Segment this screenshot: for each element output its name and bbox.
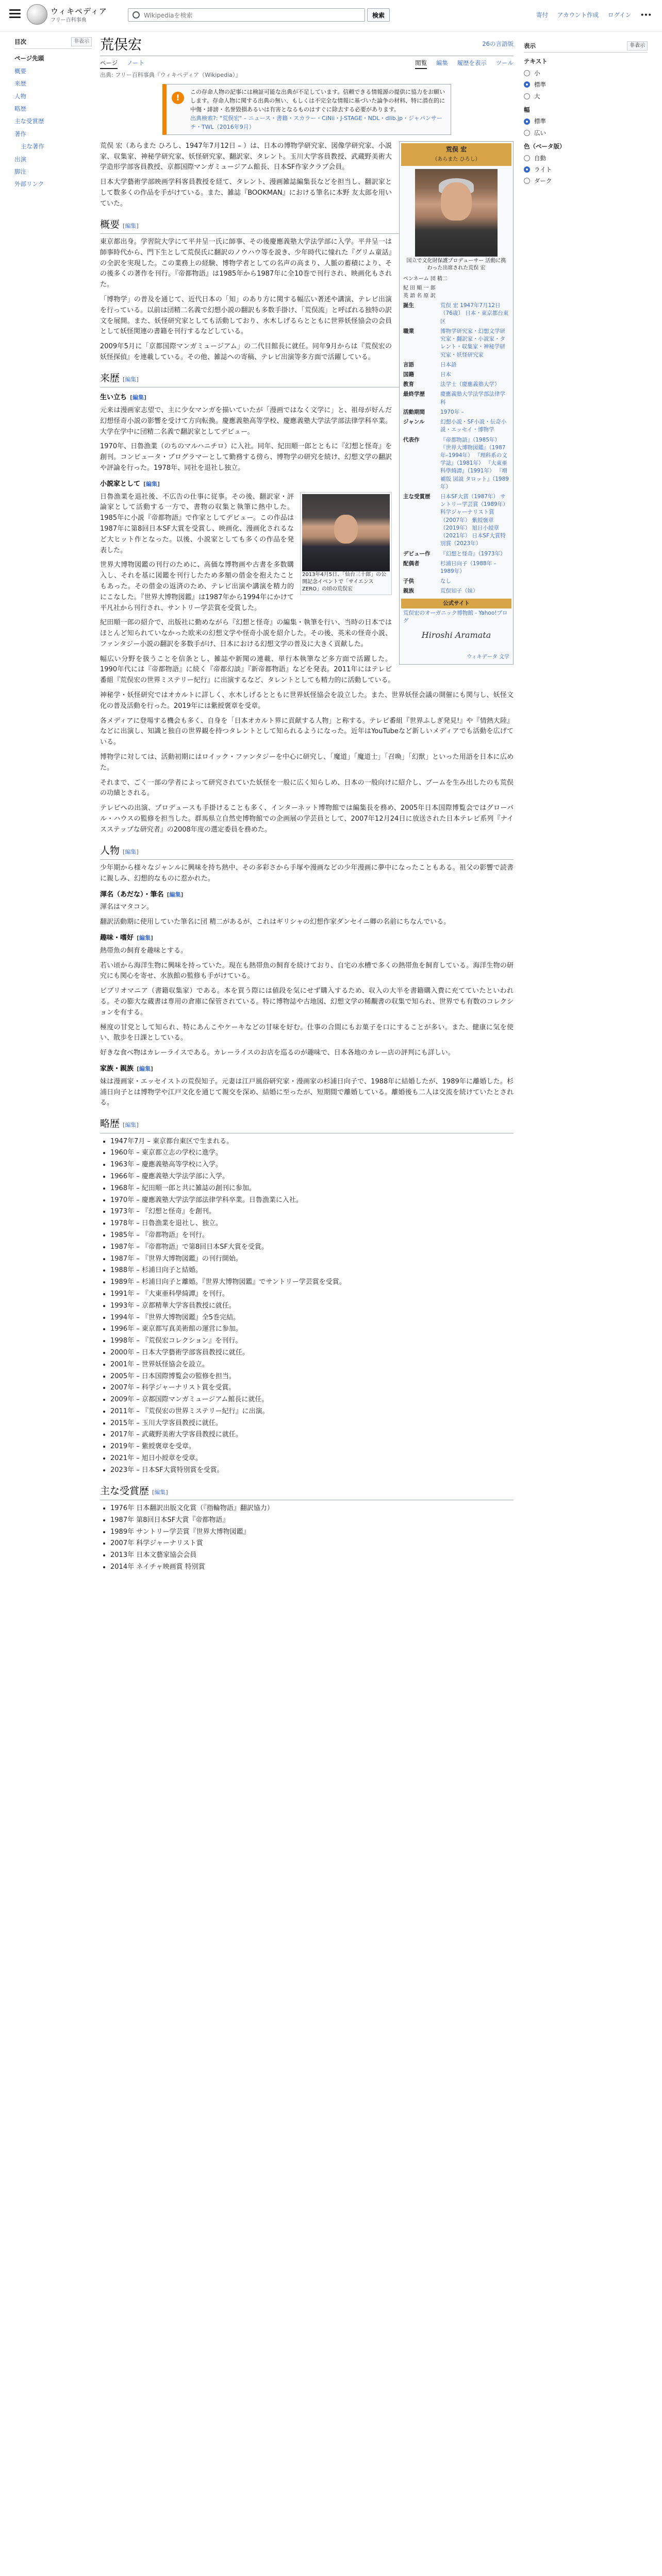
history-list — [100, 1137, 514, 1476]
infobox-row — [401, 586, 511, 596]
infobox-key: 国籍 — [403, 371, 414, 378]
color-option-label: ライト — [534, 165, 552, 173]
more-options-icon[interactable]: ••• — [640, 11, 652, 19]
naming-paragraph-2: 翻訳活動期に使用していた筆名に団 精二があるが、これはギリシャの幻想作家ダンセイニ卿の名前にちなんでいる。 — [100, 918, 451, 926]
text-size-option-label: 小 — [534, 69, 540, 77]
appearance-header — [524, 41, 648, 53]
edit-link[interactable]: 編集 — [125, 376, 137, 383]
infobox-table — [401, 301, 511, 596]
infobox-key: 主な受賞歴 — [403, 494, 431, 500]
tab-read[interactable]: 閲覧 — [415, 59, 427, 69]
infobox-site-label: 公式サイト — [401, 599, 511, 608]
history-item: • 1994年 – 『世界大博物図鑑』全5巻完結。 — [110, 1313, 514, 1324]
radio-icon[interactable] — [524, 130, 530, 136]
history-item: • 1993年 – 京都精華大学客員教授に就任。 — [110, 1301, 514, 1312]
radio-icon[interactable] — [524, 166, 530, 173]
toc-item[interactable]: 主な受賞歴 — [14, 117, 44, 125]
infobox-value[interactable]: 1970年 – — [440, 409, 464, 415]
infobox-value[interactable]: 荒俣 宏 1947年7月12日（76歳） 日本・東京都台東区 — [440, 302, 509, 325]
signature-image: Hiroshi Aramata — [421, 630, 491, 640]
infobox-value[interactable]: 幻想小説・SF小説・伝奇小説・エッセイ・博物学 — [440, 419, 507, 433]
award-item: • 2007年 科学ジャーナリスト賞 — [110, 1538, 514, 1549]
tab-edit[interactable]: 編集 — [436, 59, 448, 66]
history-item: • 1988年 – 杉浦日向子と結婚。 — [110, 1265, 514, 1276]
novelist-paragraph-1: 日魯漁業を退社後、不広告の仕事に従事。その後、翻訳家・評論家として活動する一方で、書物の収集と執筆に熱中した。1985年に小説『帝都物語』で作家としてデビュー。この作品は1987年に第8回日本SF大賞を受賞し、映画化、漫画化されるなど大ヒット作となった。以後、小説家としても多くの作品を発表した。 — [100, 493, 294, 554]
text-size-option[interactable] — [524, 92, 648, 101]
toc-header — [14, 37, 92, 49]
event-photo[interactable] — [300, 492, 392, 595]
create-account-link[interactable]: アカウント作成 — [557, 11, 599, 19]
history-item: • 1970年 – 慶應義塾大学法学部法律学科卒業。日魯漁業に入社。 — [110, 1195, 514, 1206]
infobox — [399, 141, 514, 665]
login-link[interactable]: ログイン — [607, 11, 632, 19]
user-links — [529, 10, 652, 20]
summary-paragraph-2: 日本大学藝術学部映画学科客員教授を経て、タレント、漫画雑誌編集長などを担当し、翻訳家として数多くの作品を手がけている。また、雑誌『BOOKMAN』における筆名に本野 友太郎を用いていた。 — [100, 178, 392, 208]
appearance-hide-button[interactable]: 非表示 — [627, 41, 648, 50]
history-item: • 2021年 – 旭日小綬章を受章。 — [110, 1453, 514, 1464]
infobox-key: 活動期間 — [403, 409, 425, 415]
toc-item[interactable]: 人物 — [14, 92, 26, 100]
infobox-key: 職業 — [403, 328, 414, 334]
toc-item[interactable]: 著作 — [14, 130, 26, 138]
infobox-value[interactable]: 慶應義塾大学法学部法律学科 — [440, 391, 505, 405]
history-item: • 1966年 – 慶應義塾大学法学部に入学。 — [110, 1172, 514, 1182]
radio-icon[interactable] — [524, 118, 530, 125]
edit-link[interactable]: 編集 — [146, 480, 158, 487]
edit-link[interactable]: 編集 — [139, 1065, 151, 1072]
tab-tools[interactable]: ツール — [495, 59, 514, 66]
history-item: • 1991年 – 『大東亜科學綺譚』を刊行。 — [110, 1289, 514, 1300]
hobby-paragraph-2: 若い頃から海洋生物に興味を持っていた。現在も熱帯魚の飼育を続けており、自宅の水槽で多くの熱帯魚を飼育している。海洋生物の研究にも関心を寄せ、水族館の監修も手がけている。 — [100, 961, 514, 980]
main-menu-button[interactable] — [9, 9, 21, 19]
width-label: 幅 — [524, 106, 530, 113]
warning-icon: ! — [172, 92, 184, 104]
infobox-value[interactable]: 杉浦日向子（1988年 – 1989年） — [440, 560, 496, 574]
infobox-key: 教育 — [403, 381, 414, 388]
section-birth: 生い立ち [編集] — [100, 394, 147, 402]
infobox-row — [401, 360, 511, 370]
search-input[interactable] — [143, 10, 320, 21]
infobox-key: 子供 — [403, 578, 414, 585]
pen-name: ペンネーム 団 精二 — [403, 276, 448, 282]
history-item: • 1987年 – 『帝都物語』で第8回日本SF大賞を受賞。 — [110, 1242, 514, 1253]
edit-link[interactable]: 編集 — [125, 1122, 137, 1129]
edit-link[interactable]: 編集 — [125, 848, 137, 855]
portrait-image[interactable] — [415, 169, 498, 257]
radio-icon[interactable] — [524, 178, 530, 184]
appearance-panel — [524, 37, 648, 188]
tab-talk[interactable]: ノート — [126, 59, 145, 66]
toc-item[interactable]: 来歴 — [14, 80, 26, 88]
edit-link[interactable]: 編集 — [125, 222, 137, 229]
history-item: • 2001年 – 世界妖怪協会を設立。 — [110, 1360, 514, 1370]
width-option-label: 標準 — [534, 117, 546, 125]
event-photo-caption: 2013年4月5日、「仙台三十郎」の公開記念イベントで「サイエンスZERO」の頃の荒俣宏 — [302, 571, 387, 592]
edit-link[interactable]: 編集 — [154, 1488, 166, 1496]
history-item: • 2017年 – 武蔵野美術大学客員教授に就任。 — [110, 1430, 514, 1440]
overview-paragraph-1: 東京都出身。学習院大学にて平井呈一氏に師事、その後慶應義塾大学法学部に入学。平井呈一は師事時代から、門下生として荒俣氏に翻訳のノウハウ等を説き、少年時代に憧れた『グリム童話』の全訳を実現した。この業務上の経験、博物学者としての名声の高まり、人脈の蓄積により、その後多くの著作を刊行。『帝都物語』は1985年から1987年に全10巻で刊行され、映画化もされた。 — [100, 238, 392, 289]
page-header — [0, 0, 662, 31]
birth-paragraph-2: 1970年、日魯漁業（のちのマルハニチロ）に入社。同年、紀田順一郎とともに『幻想と怪奇』を創刊。コンピュータ・プログラマーとして勤務する傍ら、博物学の研究を続け、幻想文学の翻訳や評論を行った。1978年、同社を退社し独立。 — [100, 443, 392, 472]
infobox-key: 言語 — [403, 361, 414, 368]
infobox-row — [401, 301, 511, 327]
history-item: • 1998年 – 『荒俣宏コレクション』を刊行。 — [110, 1336, 514, 1347]
infobox-reading: （あらまた ひろし） — [401, 156, 511, 166]
globe-icon — [27, 4, 47, 25]
history-item: • 2011年 – 『荒俣宏の世界ミステリー紀行』に出演。 — [110, 1406, 514, 1417]
section-novelist: 小説家として [編集] — [100, 480, 160, 488]
color-option[interactable] — [524, 176, 648, 185]
history-item: • 1996年 – 東京都写真美術館の運営に参加。 — [110, 1324, 514, 1335]
history-item: • 1947年7月 – 東京都台東区で生まれる。 — [110, 1137, 514, 1147]
novelist-paragraph-6: 各メディアに登場する機会も多く、自身を「日本オカルト界に貢献する人物」と称する。テレビ番組『世界ふしぎ発見!』や『情熱大陸』などに出演し、知識と独自の世界観を持つタレントとして知られるようになった。近年はYouTubeなど新しいメディアでも活動を広げている。 — [100, 717, 514, 747]
text-size-option-label: 標準 — [534, 81, 546, 89]
edit-link[interactable]: 編集 — [133, 394, 144, 401]
section-career: 来歴 [編集] — [100, 370, 514, 387]
tab-page[interactable]: ページ — [100, 59, 118, 69]
infobox-value[interactable]: 日本SF大賞（1987年） サントリー学芸賞（1989年） 科学ジャーナリスト賞（2007年） 紫綬褒章（2019年） 旭日小綬章（2021年） 日本SF大賞特別賞（2023年） — [440, 494, 508, 547]
color-option[interactable] — [524, 154, 648, 163]
text-size-option[interactable] — [524, 80, 648, 89]
history-item: • 2000年 – 日本大学藝術学部客員教授に就任。 — [110, 1348, 514, 1359]
toc-item[interactable]: 略歴 — [14, 105, 26, 112]
family-paragraph-1: 妹は漫画家・エッセイストの荒俣知子。元妻は江戸風俗研究家・漫画家の杉浦日向子で、1988年に結婚したが、1989年に離婚した。杉浦日向子とは博物学や江戸文化を通じて親交を深め、結婚に至ったが、短期間で離婚している。離婚後も二人は交流を続けていたとされる。 — [100, 1077, 514, 1107]
donate-link[interactable]: 寄付 — [536, 11, 549, 19]
infobox-row — [401, 492, 511, 549]
history-item: • 2005年 – 日本国際博覧会の監修を担当。 — [110, 1371, 514, 1382]
notice-text: この存命人物の記事には検証可能な出典が不足しています。信頼できる情報源の提供に協力をお願いします。存命人物に関する出典の無い、もしくは不完全な情報に基づいた論争の材料、特に潜在的に中傷・誹謗・名誉毀損あるいは有害となるものはすぐに除去する必要があります。 — [190, 88, 445, 113]
title-row — [100, 32, 514, 56]
width-option[interactable] — [524, 116, 648, 126]
toc-item[interactable]: 外部リンク — [14, 180, 44, 188]
infobox-key: 配偶者 — [403, 560, 420, 567]
section-awards: 主な受賞歴 [編集] — [100, 1483, 514, 1500]
infobox-row — [401, 408, 511, 417]
history-item: • 1960年 – 東京都立志の学校に進学。 — [110, 1148, 514, 1159]
infobox-key: デビュー作 — [403, 550, 431, 557]
text-size-label: テキスト — [524, 58, 548, 65]
award-item: • 2013年 日本文藝家協会会員 — [110, 1550, 514, 1561]
appearance-title: 表示 — [524, 42, 536, 49]
toc-sidebar — [14, 37, 92, 191]
novelist-paragraph-2: 世界大博物図鑑の刊行のために、高価な博物画や古書を多数購入し、それを基に図鑑を刊行したため多額の借金を抱えたこともあった。その借金の返済のため、テレビ出演や講演を精力的にこなした。『世界大博物図鑑』は1987年から1994年にかけて平凡社から刊行され、サントリー学芸賞を受賞した。 — [100, 561, 294, 612]
history-item: • 1963年 – 慶應義塾高等学校に入学。 — [110, 1160, 514, 1171]
infobox-row — [401, 327, 511, 360]
language-button[interactable]: 26の言語版 — [482, 40, 514, 47]
history-item: • 2019年 – 紫綬褒章を受章。 — [110, 1442, 514, 1452]
overview-paragraph-2: 「博物学」の普及を通じて、近代日本の「知」のあり方に関する幅広い著述や講演、テレビ出演を行っている。以前は団精二名義で幻想小説の翻訳も多数手掛け、「荒俣流」と呼ばれる独特の訳文を展開。また、妖怪研究家としても活動しており、水木しげるらとともに世界妖怪協会の会員として妖怪関連の書籍を刊行するなどしている。 — [100, 295, 392, 336]
award-item: • 1989年 サントリー学芸賞『世界大博物図鑑』 — [110, 1527, 514, 1538]
infobox-key: 最終学歴 — [403, 391, 425, 398]
naming-paragraph-1: 渾名はマタコン。 — [100, 903, 153, 911]
history-item: • 1985年 – 『帝都物語』を刊行。 — [110, 1230, 514, 1241]
novelist-paragraph-8: それまで、ごく一部の学者によって研究されていた妖怪を一般に広く知らしめ、日本の一般向けに紹介し、ブームを生み出したのも荒俣の功績とされる。 — [100, 778, 514, 798]
infobox-value[interactable]: 日本 — [440, 371, 451, 378]
infobox-value[interactable]: 『幻想と怪奇』（1973年） — [440, 550, 506, 557]
infobox-value[interactable]: 日本語 — [440, 361, 457, 368]
infobox-key: ジャンル — [403, 419, 425, 426]
page-title: 荒俣宏 — [100, 37, 142, 53]
award-item: • 1987年 第8回日本SF大賞『帝都物語』 — [110, 1515, 514, 1526]
color-option-label: ダーク — [534, 177, 552, 185]
summary-paragraph-1: 荒俣 宏（あらまた ひろし、1947年7月12日 – ）は、日本の博物学研究家、図像学研究家、小説家、収集家、神秘学研究家、妖怪研究家、翻訳家、タレント。玉川大学客員教授、武蔵野美術大学造形学部客員教授、京都国際マンガミュージアム館長、日本SF作家クラブ会員。 — [100, 142, 392, 172]
person-paragraph-1: 少年期から様々なジャンルに興味を持ち熱中、その多彩さから手塚や漫画などの少年漫画に夢中になったこともある。祖父の影響で読書に親しみ、幻想的なものに惹かれた。 — [100, 864, 514, 883]
hobby-paragraph-3: ビブリオマニア（書籍収集家）である。本を買う際には値段を気にせず購入するため、収入の大半を書籍購入費に充てていたといわれる。その膨大な蔵書は専用の倉庫に保管されている。特に博物誌や古地図、幻想文学の稀覯書の収集で知られ、世界でも有数のコレクションを有する。 — [100, 987, 514, 1016]
history-item: • 2009年 – 京都国際マンガミュージアム館長に就任。 — [110, 1395, 514, 1405]
toc-item[interactable]: 脚注 — [14, 167, 26, 175]
awards-list — [100, 1503, 514, 1573]
hobby-paragraph-1: 熱帯魚の飼育を趣味とする。 — [100, 946, 188, 955]
section-hobby: 趣味・嗜好 [編集] — [100, 934, 154, 942]
portrait-caption: 国立で文化財保護プロデューサー 活動に携わった出席された荒俣 宏 — [406, 258, 506, 272]
notice-source-links[interactable]: 出典検索?: "荒俣宏" – ニュース・書籍・スカラー・CiNii・J-STAGE・NDL・dlib.jp・ジャパンサーチ・TWL（2016年9月） — [190, 114, 442, 130]
infobox-key: 親族 — [403, 588, 414, 595]
section-naming: 渾名（あだな）・筆名 [編集] — [100, 890, 184, 899]
novelist-paragraph-4: 幅広い分野を扱うことを信条とし、雑誌や新聞の連載、単行本執筆など多方面で活躍した。1990年代には『帝都物語』に続く『帝都幻談』『新帝都物語』などを発表。2011年にはテレビ番組『荒俣宏の世界ミステリー紀行』に出演するなど、タレントとしても精力的に活動している。 — [100, 655, 395, 685]
infobox-value[interactable]: なし — [440, 578, 451, 585]
novelist-paragraph-7: 博物学に対しては、活動初期にはロイック・ファンタジーを中心に研究し、「魔道」「魔道士」「召喚」「幻獣」といった用語を日本に広めた。 — [100, 753, 514, 772]
infobox-row — [401, 549, 511, 559]
text-size-option-label: 大 — [534, 92, 540, 100]
infobox-value[interactable]: 『帝都物語』（1985年） 『世界大博物図鑑』（1987年–1994年） 『理科系の文学誌』（1981年） 『大東亜科學綺譚』（1991年） 『増補版 図説 タロット』（1989年） — [440, 436, 509, 490]
toc-title: 目次 — [14, 38, 26, 45]
wikidata-link[interactable]: ウィキデータ 文学 — [467, 654, 509, 660]
section-overview: 概要 [編集] — [100, 217, 514, 234]
search-box[interactable] — [128, 8, 365, 22]
history-item: • 1973年 – 『幻想と怪奇』を創刊。 — [110, 1207, 514, 1217]
radio-icon[interactable] — [524, 155, 530, 161]
maintenance-notice — [162, 84, 451, 135]
color-option-label: 自動 — [534, 154, 546, 162]
history-item: • 1968年 – 紀田順一郎と共に雑誌の創刊に参加。 — [110, 1183, 514, 1194]
hobby-paragraph-4: 極度の甘党として知られ、特にあんこやケーキなどの甘味を好む。仕事の合間にもお菓子を口にすることが多い。また、健康に気を使い、散歩を日課としている。 — [100, 1023, 514, 1042]
infobox-value[interactable]: 博物学研究家・幻想文学研究家・翻訳家・小説家・タレント・収集家・神秘学研究家・妖怪研究家 — [440, 328, 505, 358]
official-site-link[interactable]: 荒俣宏のオーガニック博物館 - Yahoo!ブログ — [403, 609, 508, 624]
radio-icon[interactable] — [524, 70, 530, 76]
main-content — [100, 32, 514, 1577]
radio-icon[interactable] — [524, 81, 530, 88]
novelist-paragraph-9: テレビへの出演、プロデュースも手掛けることも多く、インターネット博物館では編集長を務め、2005年日本国際博覧会ではグローバル・ハウスの監修を担当した。群馬県立自然史博物館での企画展の学芸員として、2007年12月24日に放送された日本テレビ系列『ナイスステップな研究者』の2008年度の選定委員を務めた。 — [100, 804, 514, 834]
search-button[interactable]: 検索 — [367, 8, 390, 22]
infobox-row — [401, 577, 511, 586]
logo-tagline: フリー百科事典 — [51, 18, 87, 23]
toc-item[interactable]: 出演 — [14, 155, 26, 163]
infobox-value[interactable]: 荒俣知子（妹） — [440, 588, 478, 595]
infobox-key: 誕生 — [403, 302, 414, 309]
infobox-row — [401, 380, 511, 389]
history-item: • 2007年 – 科学ジャーナリスト賞を受賞。 — [110, 1383, 514, 1394]
color-option[interactable] — [524, 165, 648, 174]
section-person: 人物 [編集] — [100, 843, 514, 860]
infobox-row — [401, 559, 511, 577]
edit-link[interactable]: 編集 — [139, 935, 151, 942]
hobby-paragraph-5: 好きな食べ物はカレーライスである。カレーライスのお店を巡るのが趣味で、日本各地のカレー店の評判にも詳しい。 — [100, 1049, 455, 1057]
radio-icon[interactable] — [524, 93, 530, 99]
infobox-row — [401, 389, 511, 407]
toc-item[interactable]: 概要 — [14, 67, 26, 75]
novelist-paragraph-5: 神秘学・妖怪研究ではオカルトに詳しく、水木しげるとともに世界妖怪協会を設立した。また、世界妖怪会議の開催にも関与し、妖怪文化の普及活動を行った。2019年には紫綬褒章を受章。 — [100, 691, 514, 710]
overview-paragraph-3: 2009年5月に「京都国際マンガミュージアム」の二代目館長に就任。同年9月からは『荒俣宏の妖怪探偵』を連載している。その他、雑誌への寄稿、テレビ出演等多方面で活躍している。 — [100, 343, 392, 361]
section-history: 略歴 [編集] — [100, 1116, 514, 1133]
infobox-row — [401, 370, 511, 380]
history-item: • 1987年 – 『世界大博物図鑑』の刊行開始。 — [110, 1254, 514, 1265]
text-size-option[interactable] — [524, 69, 648, 78]
history-item: • 2023年 – 日本SF大賞特別賞を受賞。 — [110, 1465, 514, 1476]
page-tabs — [100, 56, 514, 70]
infobox-row — [401, 435, 511, 493]
history-item: • 1978年 – 日魯漁業を退社し、独立。 — [110, 1218, 514, 1229]
section-family: 家族・親族 [編集] — [100, 1064, 154, 1073]
width-option[interactable] — [524, 128, 648, 138]
history-item: • 2015年 – 玉川大学客員教授に就任。 — [110, 1418, 514, 1429]
award-item: • 1976年 日本翻訳出版文化賞（『指輪物語』翻訳協力） — [110, 1503, 514, 1514]
logo-wordmark: ウィキペディア — [51, 7, 107, 16]
infobox-value[interactable]: 法学士（慶應義塾大学） — [440, 381, 500, 388]
edit-link[interactable]: 編集 — [169, 891, 181, 898]
toc-item[interactable]: ページ先頭 — [14, 55, 44, 62]
history-item: • 1989年 – 杉浦日向子と離婚。『世界大博物図鑑』でサントリー学芸賞を受賞。 — [110, 1277, 514, 1288]
tab-history[interactable]: 履歴を表示 — [457, 59, 487, 66]
birth-paragraph-1: 元来は漫画家志望で、主に少女マンガを描いていたが「漫画ではなく文学に」と、祖母が好んだ幻想怪奇小説の影響を受けて方向転換。慶應義塾高等学校、慶應義塾大学法学部法律学科卒業。大学在学中に団精二名義で翻訳家としてデビュー。 — [100, 406, 392, 436]
site-subtitle: 出典: フリー百科事典『ウィキペディア（Wikipedia）』 — [100, 72, 241, 78]
pen-name-sub: 紀 田 順 一 郎 英 語 名 原 訳 — [403, 285, 436, 299]
toc-item[interactable]: 主な著作 — [21, 143, 44, 150]
novelist-paragraph-3: 紀田順一郎の紹介で、出版社に勤めながら『幻想と怪奇』の編集・執筆を行い、当時の日本ではほとんど知られていなかった欧米の幻想文学や怪奇小説を紹介した。その後、英米の怪奇小説、ファンタジー小説の翻訳を多数手がけ、日本における幻想文学の普及に大きく貢献した。 — [100, 619, 392, 648]
infobox-row — [401, 417, 511, 435]
toc-hide-button[interactable]: 非表示 — [71, 37, 92, 46]
infobox-title: 荒俣 宏 — [401, 143, 511, 156]
wikipedia-logo[interactable] — [27, 3, 109, 27]
width-option-label: 広い — [534, 129, 546, 137]
infobox-key: 代表作 — [403, 436, 420, 443]
color-label: 色（ベータ版） — [524, 143, 566, 150]
award-item: • 2014年 ネイチャ映画賞 特別賞 — [110, 1562, 514, 1573]
search-icon — [133, 11, 140, 19]
